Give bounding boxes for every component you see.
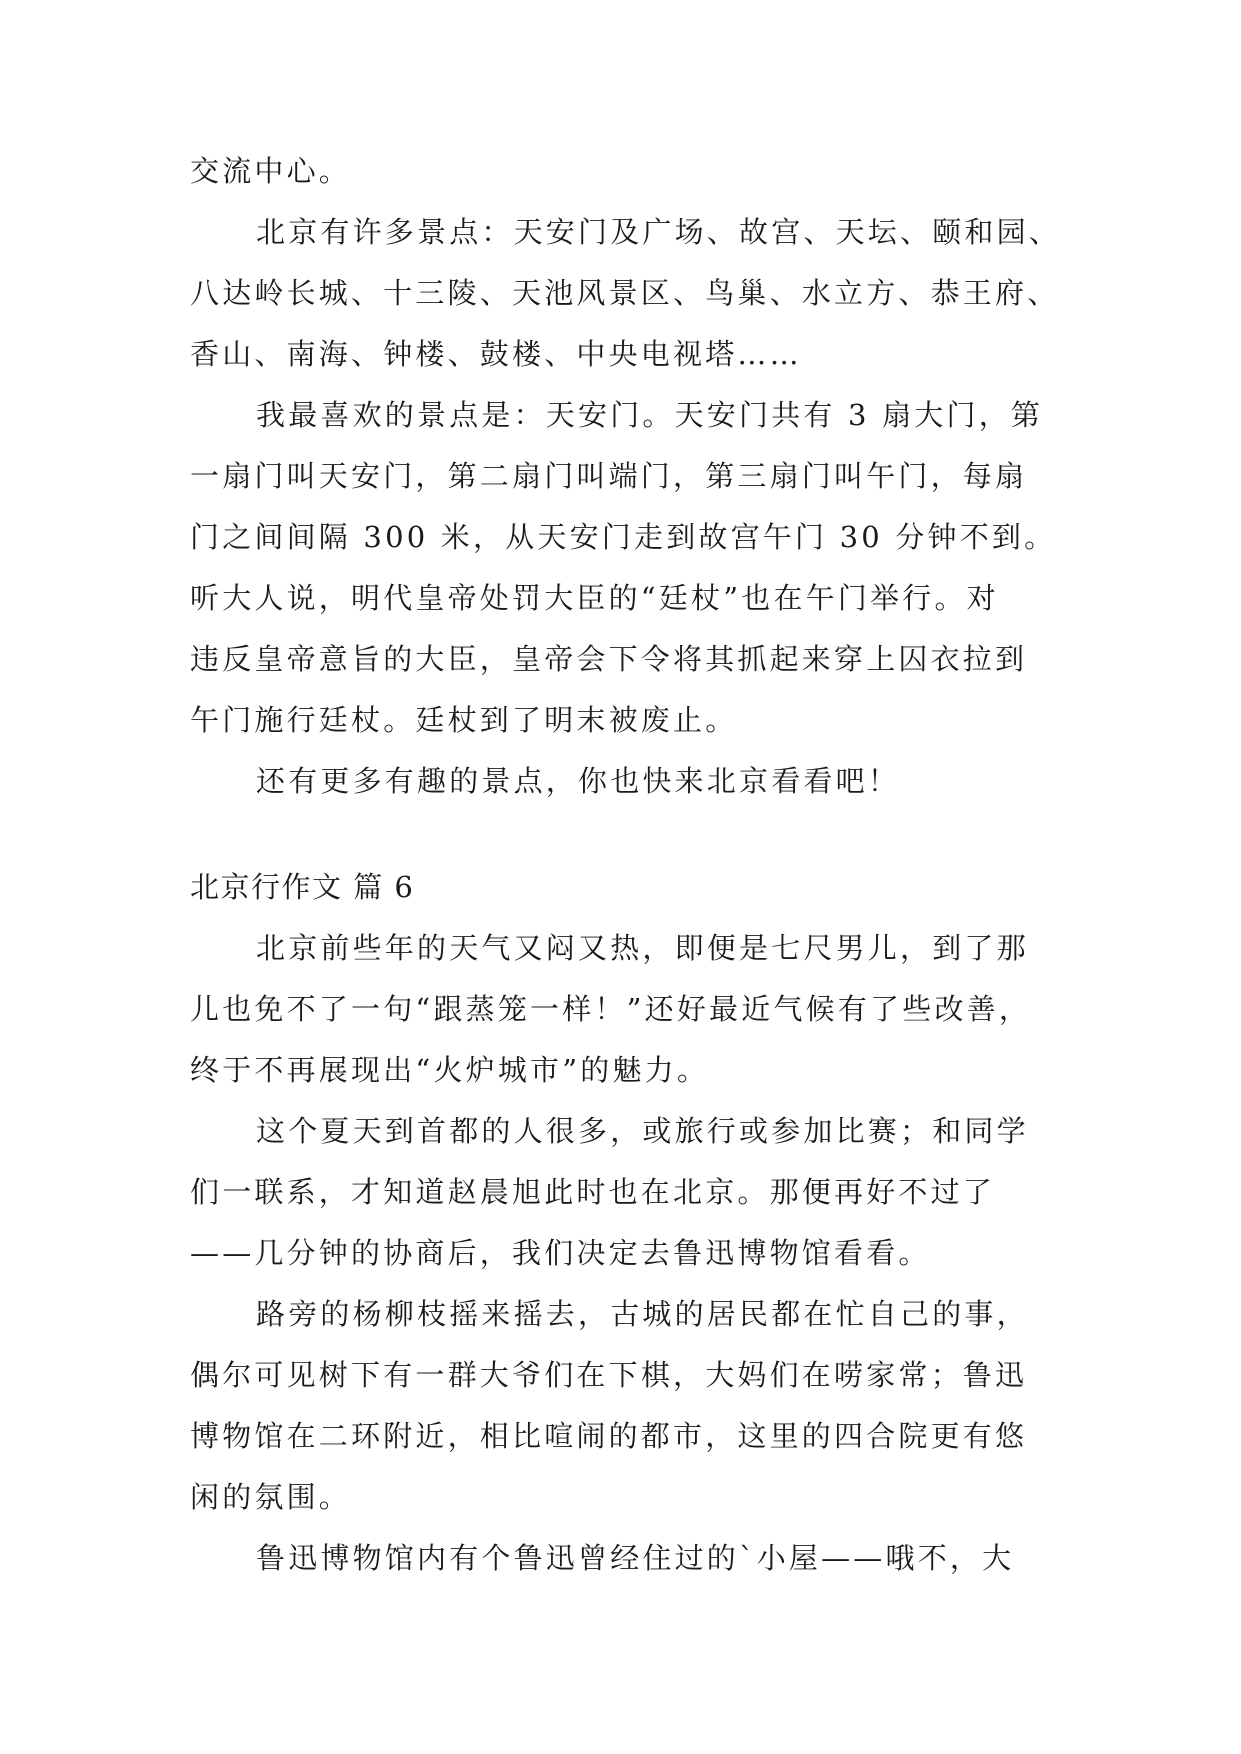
text-line-continuation: 交流中心。 [190,154,352,188]
paragraph-tiananmen-line-3: 门之间间隔 300 米，从天安门走到故宫午门 30 分钟不到。 [190,520,1057,554]
paragraph-street-line-4: 闲的氛围。 [190,1480,352,1514]
paragraph-tiananmen-line-1: 我最喜欢的景点是：天安门。天安门共有 3 扇大门，第 [256,398,1044,432]
paragraph-tiananmen-line-4: 听大人说，明代皇帝处罚大臣的“廷杖”也在午门举行。对 [190,581,999,615]
paragraph-street-line-1: 路旁的杨柳枝摇来摇去，古城的居民都在忙自己的事， [256,1297,1029,1331]
paragraph-weather-line-3: 终于不再展现出“火炉城市”的魅力。 [190,1053,710,1087]
paragraph-tiananmen-line-5: 违反皇帝意旨的大臣，皇帝会下令将其抓起来穿上囚衣拉到 [190,642,1028,676]
paragraph-scenic-spots-line-3: 香山、南海、钟楼、鼓楼、中央电视塔…… [190,337,802,371]
paragraph-tiananmen-line-6: 午门施行廷杖。廷杖到了明末被废止。 [190,703,738,737]
paragraph-summer-line-1: 这个夏天到首都的人很多，或旅行或参加比赛；和同学 [256,1114,1029,1148]
paragraph-street-line-3: 博物馆在二环附近，相比喧闹的都市，这里的四合院更有悠 [190,1419,1028,1453]
paragraph-street-line-2: 偶尔可见树下有一群大爷们在下棋，大妈们在唠家常；鲁迅 [190,1358,1028,1392]
paragraph-summer-line-3: ——几分钟的协商后，我们决定去鲁迅博物馆看看。 [190,1236,931,1270]
paragraph-scenic-spots-line-2: 八达岭长城、十三陵、天池风景区、鸟巢、水立方、恭王府、 [190,276,1060,310]
paragraph-museum-line-1: 鲁迅博物馆内有个鲁迅曾经住过的`小屋——哦不，大 [256,1541,1015,1575]
paragraph-summer-line-2: 们一联系，才知道赵晨旭此时也在北京。那便再好不过了 [190,1175,996,1209]
paragraph-closing-line: 还有更多有趣的景点，你也快来北京看看吧！ [256,764,901,798]
paragraph-scenic-spots-line-1: 北京有许多景点：天安门及广场、故宫、天坛、颐和园、 [256,215,1062,249]
paragraph-weather-line-2: 儿也免不了一句“跟蒸笼一样！”还好最近气候有了些改善， [190,992,1032,1026]
paragraph-tiananmen-line-2: 一扇门叫天安门，第二扇门叫端门，第三扇门叫午门，每扇 [190,459,1028,493]
paragraph-weather-line-1: 北京前些年的天气又闷又热，即便是七尺男儿，到了那 [256,931,1029,965]
section-heading: 北京行作文 篇 6 [190,870,415,904]
